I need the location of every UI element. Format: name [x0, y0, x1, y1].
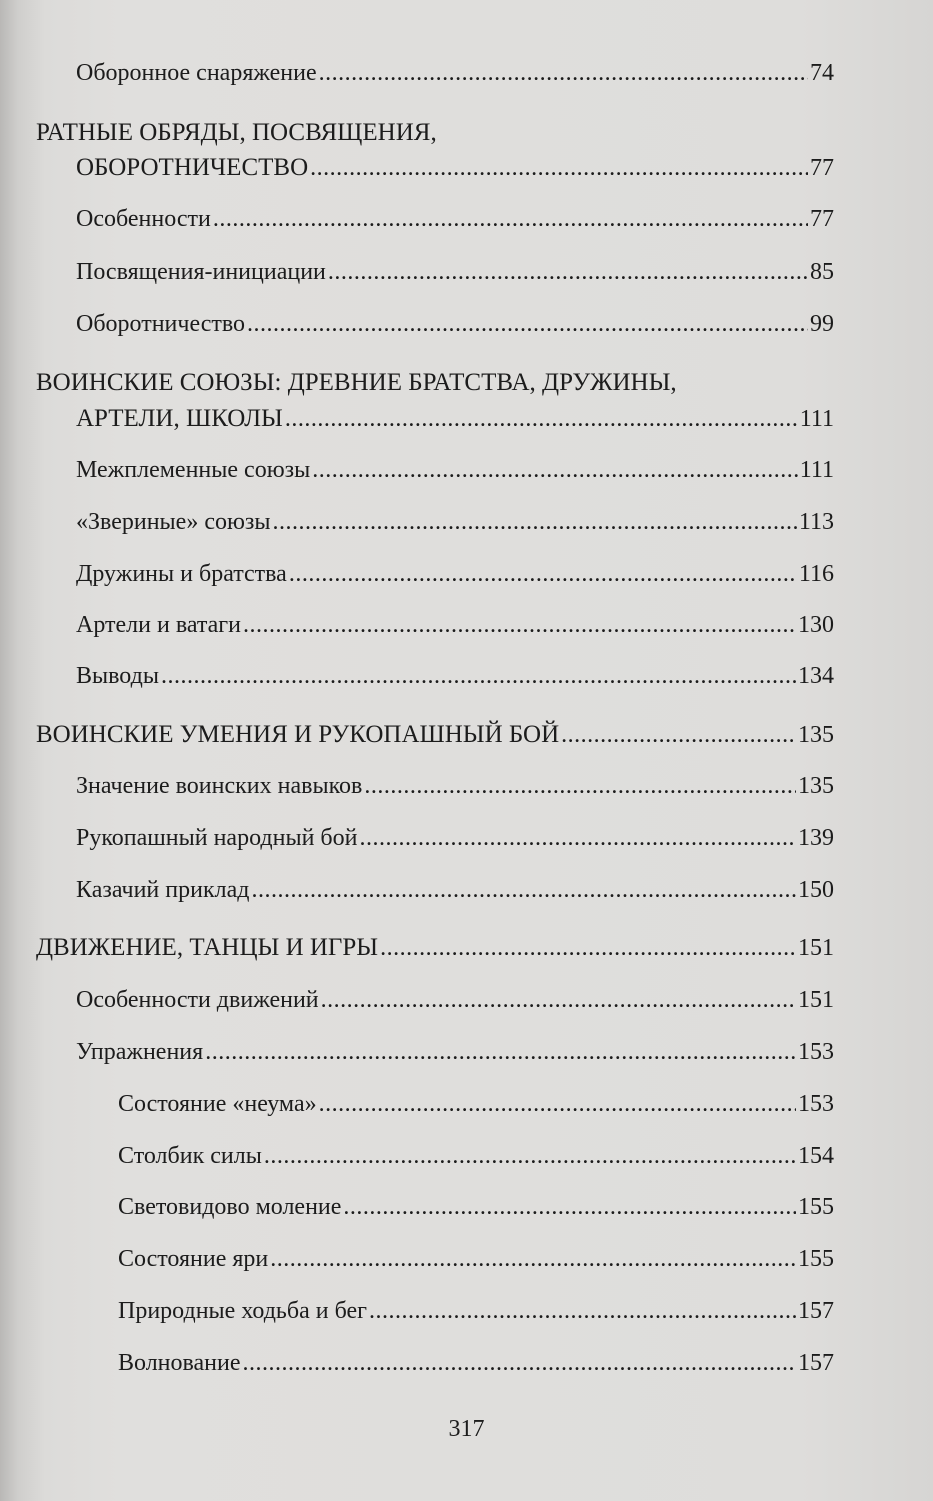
toc-subentry	[118, 1141, 834, 1171]
toc-subentry-title: Столбик силы	[118, 1143, 262, 1169]
chapter-title: ДВИЖЕНИЕ, ТАНЦЫ И ИГРЫ	[36, 934, 379, 961]
toc-entry-title: Межплеменные союзы	[76, 457, 311, 483]
dot-leader	[369, 1296, 796, 1326]
toc-subentry	[118, 1296, 834, 1326]
toc-subentry-page: 153	[798, 1091, 834, 1117]
toc-entry	[76, 507, 834, 537]
chapter-page: 135	[798, 722, 834, 748]
toc-subentry-page: 154	[798, 1143, 834, 1169]
toc-entry-page: 77	[810, 206, 834, 232]
dot-leader	[264, 1141, 796, 1171]
toc-entry-page: 99	[810, 311, 834, 337]
toc-entry	[76, 309, 834, 339]
chapter-page: 77	[810, 155, 834, 181]
chapter-heading-line1: ВОИНСКИЕ СОЮЗЫ: ДРЕВНИЕ БРАТСТВА, ДРУЖИНЫ,	[36, 369, 677, 396]
toc-entry	[76, 771, 834, 801]
dot-leader	[205, 1037, 796, 1067]
toc-entry	[76, 58, 834, 88]
toc-entry-title: Оборонное снаряжение	[76, 60, 317, 86]
chapter-title: ОБОРОТНИЧЕСТВО	[76, 154, 309, 181]
toc-entry-page: 111	[799, 457, 834, 483]
toc-entry-page: 150	[798, 877, 834, 903]
dot-leader	[273, 507, 797, 537]
toc-entry	[76, 610, 834, 640]
toc-entry-title: «Звериные» союзы	[76, 509, 271, 535]
toc-entry-page: 153	[798, 1039, 834, 1065]
dot-leader	[312, 455, 798, 485]
dot-leader	[364, 771, 796, 801]
dot-leader	[359, 823, 796, 853]
toc-entry-page: 135	[798, 773, 834, 799]
chapter-entry	[76, 404, 834, 434]
toc-entry-page: 139	[798, 825, 834, 851]
toc-subentry	[118, 1244, 834, 1274]
dot-leader	[328, 257, 808, 287]
toc-entry-title: Казачий приклад	[76, 877, 250, 903]
chapter-page: 111	[799, 406, 834, 432]
toc-subentry-page: 155	[798, 1194, 834, 1220]
toc-entry	[76, 204, 834, 234]
toc-entry-title: Артели и ватаги	[76, 612, 241, 638]
toc-subentry-page: 157	[798, 1350, 834, 1376]
dot-leader	[319, 58, 808, 88]
dot-leader	[319, 1089, 796, 1119]
toc-entry	[76, 559, 834, 589]
toc-subentry-title: Состояние яри	[118, 1246, 269, 1272]
dot-leader	[561, 720, 796, 750]
toc-entry-page: 113	[798, 509, 834, 535]
toc-entry-title: Оборотничество	[76, 311, 246, 337]
toc-subentry-title: Световидово моление	[118, 1194, 342, 1220]
toc-entry-page: 74	[810, 60, 834, 86]
dot-leader	[251, 875, 796, 905]
toc-entry-title: Упражнения	[76, 1039, 204, 1065]
dot-leader	[343, 1192, 796, 1222]
toc-entry	[76, 823, 834, 853]
toc-subentry	[118, 1089, 834, 1119]
toc-entry-title: Выводы	[76, 663, 159, 689]
toc-entry-title: Посвящения-инициации	[76, 259, 326, 285]
dot-leader	[380, 933, 796, 963]
toc-subentry-title: Состояние «неума»	[118, 1091, 317, 1117]
chapter-title: ВОИНСКИЕ УМЕНИЯ И РУКОПАШНЫЙ БОЙ	[36, 721, 560, 748]
toc-entry-title: Особенности движений	[76, 987, 319, 1013]
toc-entry-title: Рукопашный народный бой	[76, 825, 358, 851]
dot-leader	[289, 559, 797, 589]
toc-subentry	[118, 1192, 834, 1222]
chapter-entry	[36, 933, 834, 963]
toc-entry	[76, 985, 834, 1015]
toc-entry-page: 130	[798, 612, 834, 638]
dot-leader	[161, 661, 796, 691]
dot-leader	[247, 309, 808, 339]
toc-entry-page: 151	[798, 987, 834, 1013]
toc-entry	[76, 875, 834, 905]
dot-leader	[321, 985, 796, 1015]
chapter-page: 151	[798, 935, 834, 961]
toc-subentry	[118, 1348, 834, 1378]
dot-leader	[243, 610, 796, 640]
chapter-entry	[76, 153, 834, 183]
dot-leader	[270, 1244, 796, 1274]
toc-entry-page: 85	[810, 259, 834, 285]
toc-subentry-page: 157	[798, 1298, 834, 1324]
toc-entry	[76, 1037, 834, 1067]
dot-leader	[285, 404, 798, 434]
dot-leader	[213, 204, 808, 234]
toc-entry-page: 116	[798, 561, 834, 587]
toc-subentry-title: Природные ходьба и бег	[118, 1298, 367, 1324]
toc-entry-title: Значение воинских навыков	[76, 773, 363, 799]
toc-entry-title: Дружины и братства	[76, 561, 287, 587]
toc-entry-page: 134	[798, 663, 834, 689]
toc-entry-title: Особенности	[76, 206, 211, 232]
dot-leader	[310, 153, 808, 183]
toc-entry	[76, 661, 834, 691]
toc-subentry-title: Волнование	[118, 1350, 241, 1376]
toc-entry	[76, 455, 834, 485]
toc-subentry-page: 155	[798, 1246, 834, 1272]
chapter-heading-line1: РАТНЫЕ ОБРЯДЫ, ПОСВЯЩЕНИЯ,	[36, 119, 437, 146]
chapter-entry	[36, 720, 834, 750]
page-number: 317	[448, 1416, 485, 1442]
chapter-title: АРТЕЛИ, ШКОЛЫ	[76, 405, 283, 432]
dot-leader	[243, 1348, 796, 1378]
toc-entry	[76, 257, 834, 287]
